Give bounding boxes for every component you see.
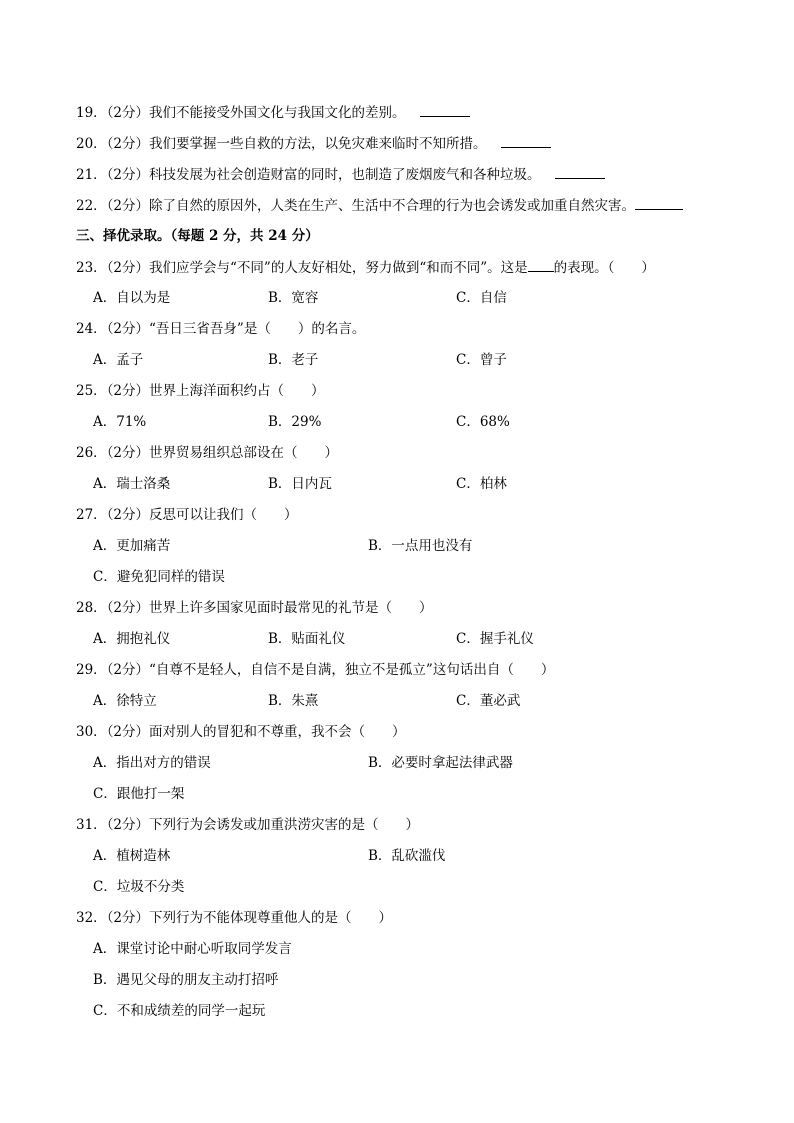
option-c[interactable]: C．董必武 xyxy=(456,693,521,709)
question-number: 24． xyxy=(76,321,107,337)
question-text: 世界上海洋面积约占（ ） xyxy=(149,383,325,399)
option-b[interactable]: B．日内瓦 xyxy=(268,476,332,492)
question-text: “自尊不是轻人，自信不是自满，独立不是孤立”这句话出自（ ） xyxy=(149,662,555,678)
question-32 xyxy=(76,908,392,928)
answer-blank[interactable] xyxy=(528,257,554,272)
question-number: 30． xyxy=(76,724,107,740)
option-a[interactable]: A．指出对方的错误 xyxy=(93,755,211,771)
option-c[interactable]: C．68% xyxy=(456,414,510,430)
question-points: （2分） xyxy=(106,600,150,616)
answer-blank[interactable] xyxy=(501,133,551,148)
question-number: 25． xyxy=(76,383,107,399)
option-b[interactable]: B．朱熹 xyxy=(268,693,319,709)
option-c[interactable]: C．不和成绩差的同学一起玩 xyxy=(93,1003,266,1019)
option-c[interactable]: C．跟他打一架 xyxy=(93,786,185,802)
question-22 xyxy=(76,195,683,216)
option-b[interactable]: B．必要时拿起法律武器 xyxy=(368,755,513,771)
answer-blank[interactable] xyxy=(420,102,470,117)
option-b[interactable]: B．遇见父母的朋友主动打招呼 xyxy=(93,972,279,988)
question-text: 科技发展为社会创造财富的同时，也制造了废烟废气和各种垃圾。 xyxy=(149,167,541,183)
question-29 xyxy=(76,660,554,680)
section-3-title: 三、择优录取。（每题 2 分，共 24 分） xyxy=(76,228,319,244)
option-a[interactable]: A．孟子 xyxy=(93,352,144,368)
question-number: 21． xyxy=(76,167,107,183)
option-c[interactable]: C．曾子 xyxy=(456,352,507,368)
option-b[interactable]: B．一点用也没有 xyxy=(368,538,473,554)
question-text: 世界上许多国家见面时最常见的礼节是（ ） xyxy=(149,600,433,616)
question-text: 反思可以让我们（ ） xyxy=(149,507,298,523)
question-text-end: 的表现。（ ） xyxy=(553,260,655,276)
question-19 xyxy=(76,102,470,123)
question-text: 我们不能接受外国文化与我国文化的差别。 xyxy=(149,105,406,121)
question-number: 19． xyxy=(76,105,107,121)
question-26 xyxy=(76,443,338,463)
question-23 xyxy=(76,257,655,278)
question-31 xyxy=(76,815,419,835)
question-27 xyxy=(76,505,298,525)
option-a[interactable]: A．自以为是 xyxy=(93,290,171,306)
option-a[interactable]: A．课堂讨论中耐心听取同学发言 xyxy=(93,941,292,957)
question-number: 29． xyxy=(76,662,107,678)
question-20 xyxy=(76,133,551,154)
question-number: 32． xyxy=(76,910,107,926)
option-a[interactable]: A．更加痛苦 xyxy=(93,538,171,554)
option-b[interactable]: B．29% xyxy=(268,414,322,430)
option-a[interactable]: A．植树造林 xyxy=(93,848,171,864)
question-28 xyxy=(76,598,433,618)
question-points: （2分） xyxy=(106,910,150,926)
question-text: 我们要掌握一些自救的方法，以免灾难来临时不知所措。 xyxy=(149,136,487,152)
question-points: （2分） xyxy=(106,260,150,276)
answer-blank[interactable] xyxy=(635,195,683,210)
question-points: （2分） xyxy=(106,817,150,833)
option-b[interactable]: B．宽容 xyxy=(268,290,319,306)
option-b[interactable]: B．老子 xyxy=(268,352,319,368)
question-points: （2分） xyxy=(106,507,150,523)
question-number: 28． xyxy=(76,600,107,616)
question-points: （2分） xyxy=(106,383,150,399)
question-text: 我们应学会与“不同”的人友好相处，努力做到“和而不同”。这是 xyxy=(149,260,528,276)
option-c[interactable]: C．垃圾不分类 xyxy=(93,879,185,895)
option-c[interactable]: C．避免犯同样的错误 xyxy=(93,569,225,585)
question-points: （2分） xyxy=(106,662,150,678)
question-25 xyxy=(76,381,325,401)
question-points: （2分） xyxy=(106,136,150,152)
question-points: （2分） xyxy=(106,321,150,337)
question-points: （2分） xyxy=(106,445,150,461)
question-number: 26． xyxy=(76,445,107,461)
question-number: 23． xyxy=(76,260,107,276)
question-number: 27． xyxy=(76,507,107,523)
option-a[interactable]: A．徐特立 xyxy=(93,693,157,709)
question-text: 世界贸易组织总部设在（ ） xyxy=(149,445,339,461)
question-text: 下列行为不能体现尊重他人的是（ ） xyxy=(149,910,393,926)
question-text: 面对别人的冒犯和不尊重，我不会（ ） xyxy=(149,724,406,740)
option-c[interactable]: C．握手礼仪 xyxy=(456,631,534,647)
question-24 xyxy=(76,319,365,339)
question-number: 20． xyxy=(76,136,107,152)
question-text: 下列行为会诱发或加重洪涝灾害的是（ ） xyxy=(149,817,420,833)
question-points: （2分） xyxy=(106,198,150,214)
question-30 xyxy=(76,722,406,742)
answer-blank[interactable] xyxy=(555,164,605,179)
question-text: 除了自然的原因外，人类在生产、生活中不合理的行为也会诱发或加重自然灾害。 xyxy=(149,198,636,214)
option-c[interactable]: C．柏林 xyxy=(456,476,507,492)
question-points: （2分） xyxy=(106,724,150,740)
question-points: （2分） xyxy=(106,105,150,121)
option-a[interactable]: A．71% xyxy=(93,414,147,430)
question-text: “吾日三省吾身”是（ ）的名言。 xyxy=(149,321,366,337)
option-a[interactable]: A．瑞士洛桑 xyxy=(93,476,171,492)
option-b[interactable]: B．贴面礼仪 xyxy=(268,631,346,647)
question-number: 22． xyxy=(76,198,107,214)
question-21 xyxy=(76,164,605,185)
option-c[interactable]: C．自信 xyxy=(456,290,507,306)
question-points: （2分） xyxy=(106,167,150,183)
question-number: 31． xyxy=(76,817,107,833)
option-a[interactable]: A．拥抱礼仪 xyxy=(93,631,171,647)
option-b[interactable]: B．乱砍滥伐 xyxy=(368,848,446,864)
